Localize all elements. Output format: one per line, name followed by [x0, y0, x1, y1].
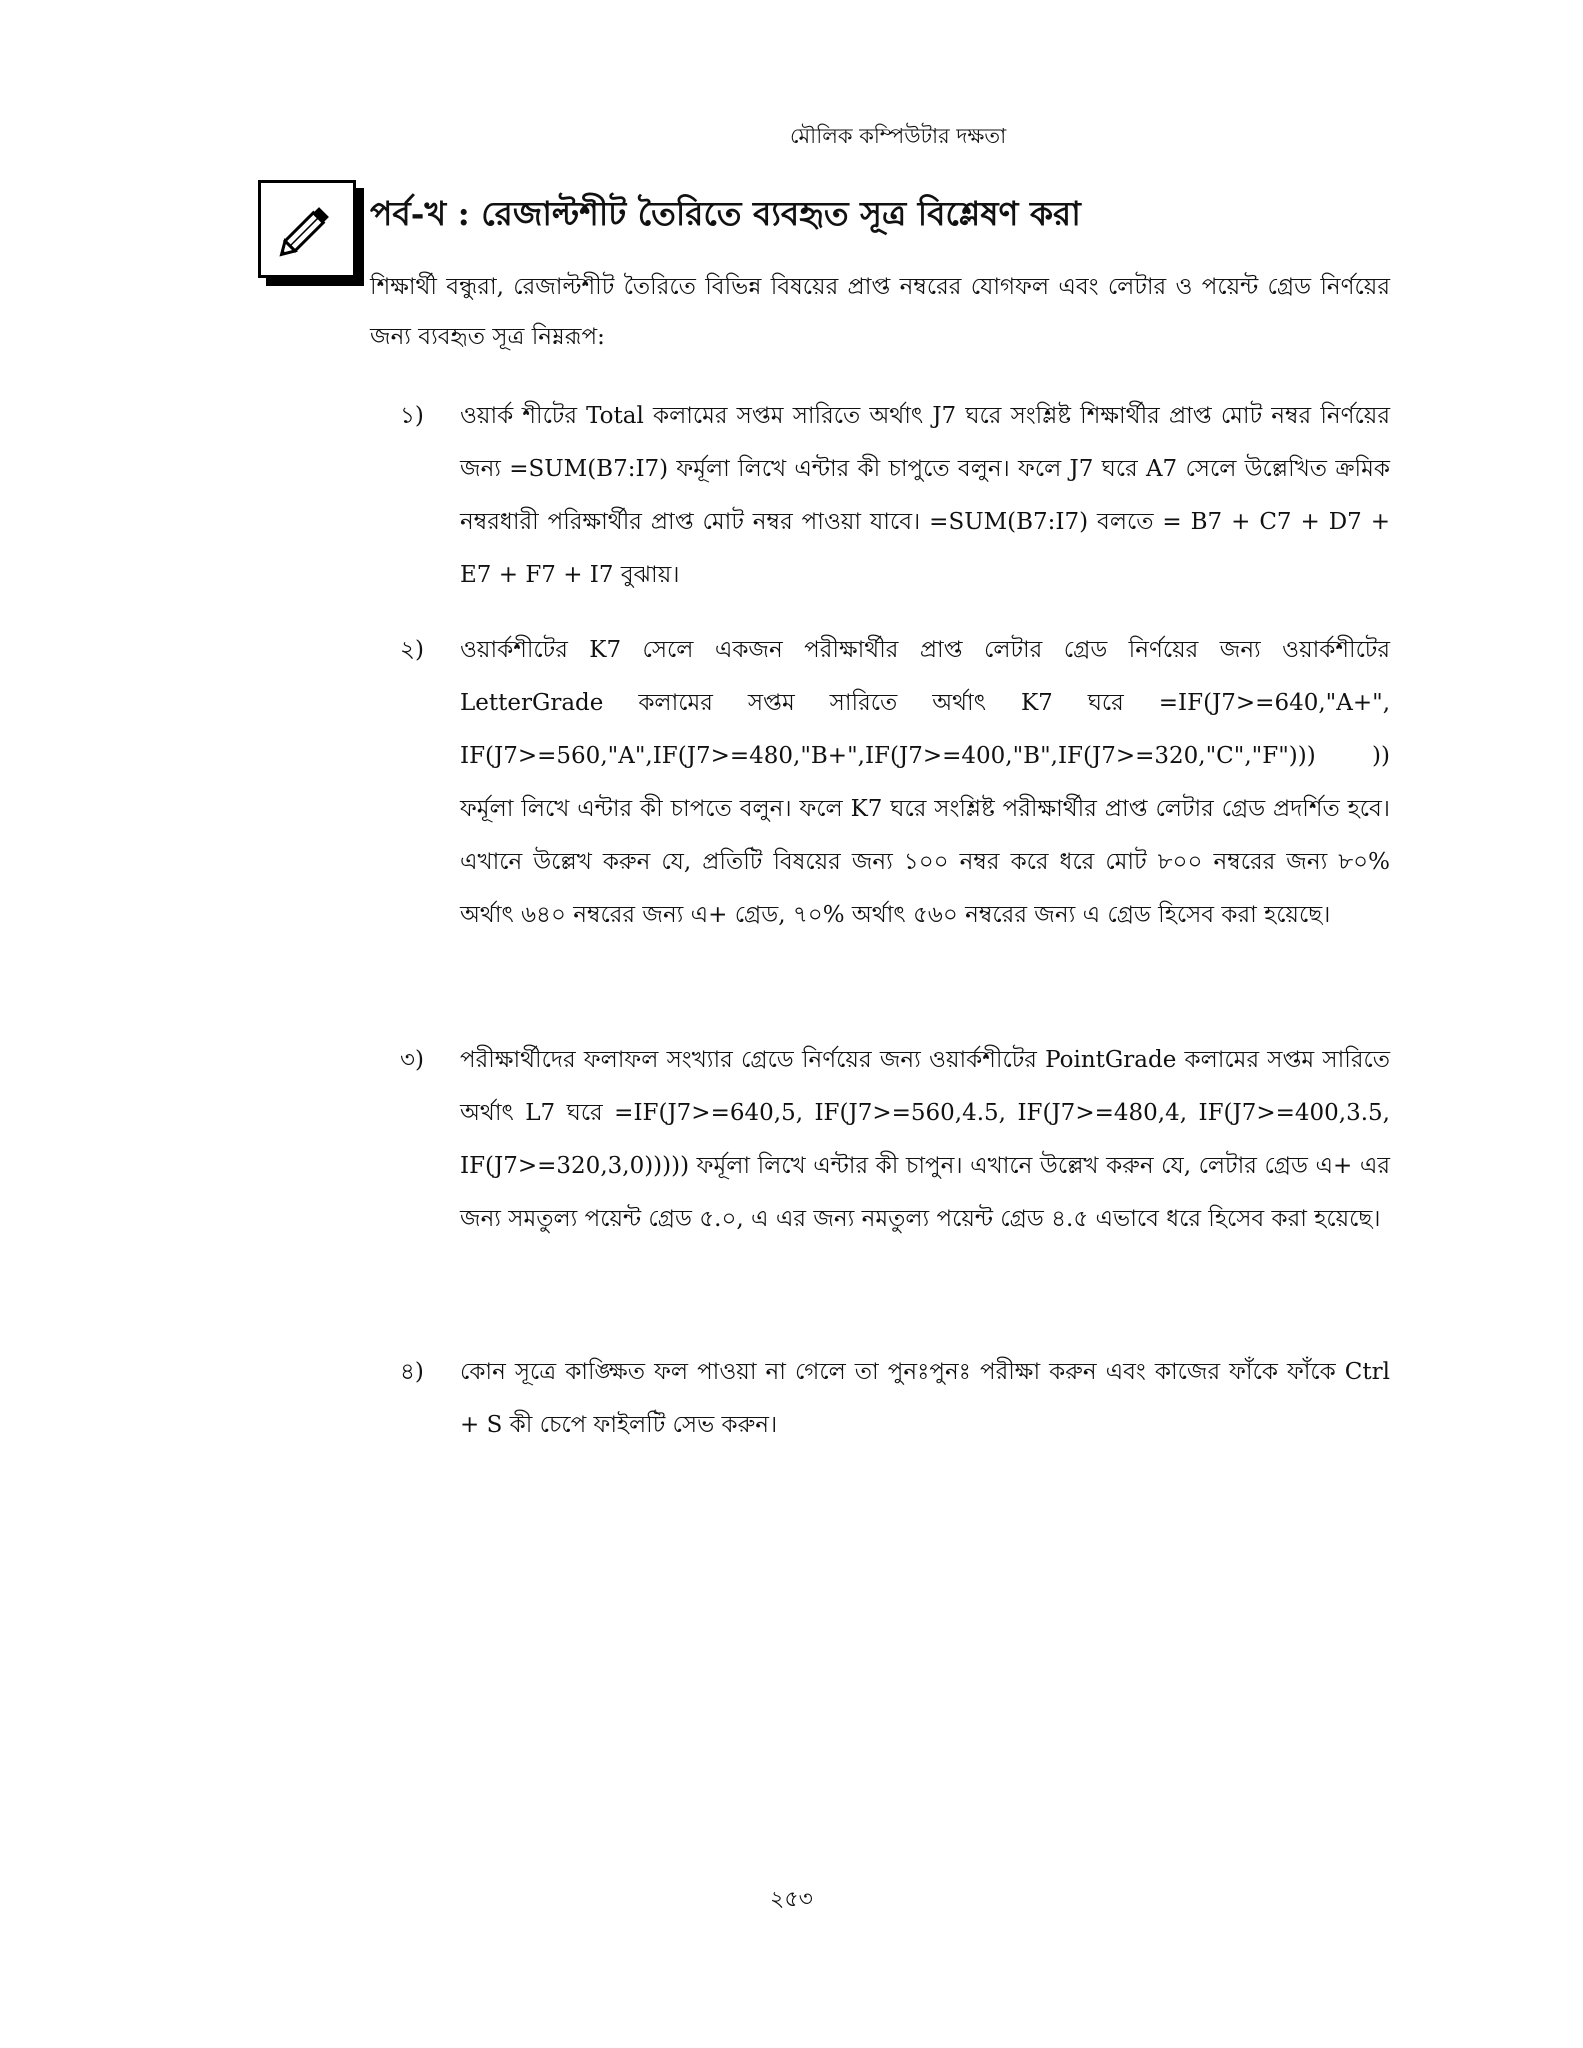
item-number: ৪) — [400, 1359, 424, 1385]
pencil-icon — [258, 180, 356, 278]
list-item — [400, 1346, 1390, 1452]
list-item — [400, 1034, 1390, 1246]
item-number: ৩) — [400, 1047, 424, 1073]
formula-list — [400, 390, 1390, 1452]
item-number: ১) — [400, 403, 424, 429]
item-text: ওয়ার্ক শীটের Total কলামের সপ্তম সারিতে অর্থাৎ J7 ঘরে সংশ্লিষ্ট শিক্ষার্থীর প্রাপ্ত মোট নম্বর নির্ণয়ের জন্য =SUM(B7:I7) ফর্মূলা লিখে এন্টার কী চাপুতে বলুন। ফলে J7 ঘরে A7 সেলে উল্লেখিত ক্রমিক নম্বরধারী পরিক্ষার্থীর প্রাপ্ত মোট নম্বর পাওয়া যাবে। =SUM(B7:I7) বলতে = B7 + C7 + D7 + E7 + F7 + I7 বুঝায়। — [460, 403, 1390, 588]
item-number: ২) — [400, 637, 424, 663]
item-text: ওয়ার্কশীটের K7 সেলে একজন পরীক্ষার্থীর প্রাপ্ত লেটার গ্রেড নির্ণয়ের জন্য ওয়ার্কশীটের LetterGrade কলামের সপ্তম সারিতে অর্থাৎ K7 ঘরে =IF(J7>=640,"A+", IF(J7>=560,"A",IF(J7>=480,"B+",IF(J7>=400,"B",IF(J7>=320,"C","F"))) )) ফর্মূলা লিখে এন্টার কী চাপতে বলুন। ফলে K7 ঘরে সংশ্লিষ্ট পরীক্ষার্থীর প্রাপ্ত লেটার গ্রেড প্রদর্শিত হবে। এখানে উল্লেখ করুন যে, প্রতিটি বিষয়ের জন্য ১০০ নম্বর করে ধরে মোট ৮০০ নম্বরের জন্য ৮০% অর্থাৎ ৬৪০ নম্বরের জন্য এ+ গ্রেড, ৭০% অর্থাৎ ৫৬০ নম্বরের জন্য এ গ্রেড হিসেব করা হয়েছে। — [460, 637, 1390, 928]
pencil-icon-graphic — [269, 191, 345, 267]
intro-paragraph: শিক্ষার্থী বন্ধুরা, রেজাল্টশীট তৈরিতে বিভিন্ন বিষয়ের প্রাপ্ত নম্বরের যোগফল এবং লেটার ও পয়েন্ট গ্রেড নির্ণয়ের জন্য ব্যবহৃত সূত্র নিম্নরূপ: — [370, 274, 1390, 350]
item-text: পরীক্ষার্থীদের ফলাফল সংখ্যার গ্রেডে নির্ণয়ের জন্য ওয়ার্কশীটের PointGrade কলামের সপ্তম সারিতে অর্থাৎ L7 ঘরে =IF(J7>=640,5, IF(J7>=560,4.5, IF(J7>=480,4, IF(J7>=400,3.5, IF(J7>=320,3,0))))) ফর্মূলা লিখে এন্টার কী চাপুন। এখানে উল্লেখ করুন যে, লেটার গ্রেড এ+ এর জন্য সমতুল্য পয়েন্ট গ্রেড ৫.০, এ এর জন্য নমতুল্য পয়েন্ট গ্রেড ৪.৫ এভাবে ধরে হিসেব করা হয়েছে। — [460, 1047, 1390, 1232]
list-item — [400, 390, 1390, 602]
item-text: কোন সূত্রে কাঙ্ক্ষিত ফল পাওয়া না গেলে তা পুনঃপুনঃ পরীক্ষা করুন এবং কাজের ফাঁকে ফাঁকে Ctrl + S কী চেপে ফাইলটি সেভ করুন। — [460, 1359, 1390, 1438]
list-item — [400, 624, 1390, 942]
page-number: ২৫৩ — [770, 1887, 813, 1912]
section-title: পর্ব-খ : রেজাল্টশীট তৈরিতে ব্যবহৃত সূত্র বিশ্লেষণ করা — [370, 194, 1081, 233]
running-header: মৌলিক কম্পিউটার দক্ষতা — [790, 124, 1007, 148]
